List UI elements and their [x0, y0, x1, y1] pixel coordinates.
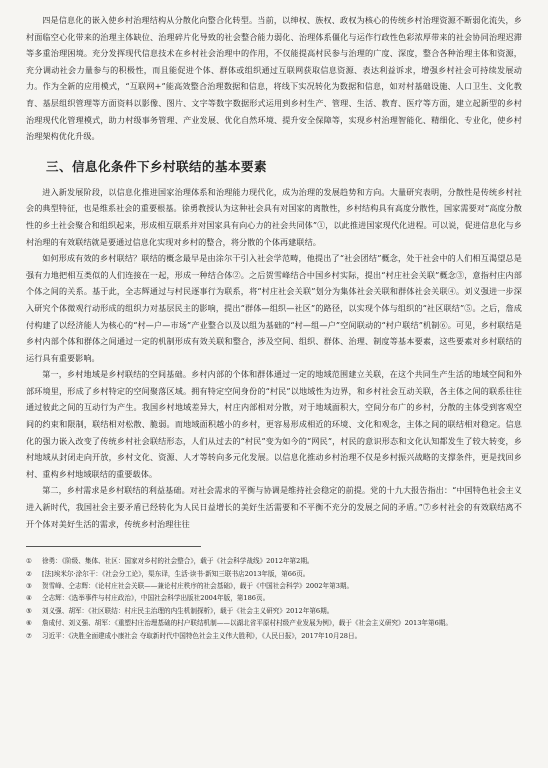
paragraph-informatization-4: 四是信息化的嵌入使乡村治理结构从分散化向整合化转型。当前，以绅权、族权、政权为核心的传统乡村治理资源不断弱化流失，乡村面临空心化带来的治理主体缺位、治理碎片化导致的社会整合能力弱化、治理体系僵化与运作行政性色彩浓厚带来的社会协同治理迟滞等多重治理困境。充分发挥现代信息技术在乡村社会治理中的作用，不仅能提高村民参与治理的广度、深度，整合各种治理主体和资源，充分调动社会力量参与的积极性，而且能促进个体、群体或组织通过互联网获取信息资源、表达利益诉求，增强乡村社会可持续发展动力。作为全新的应用模式，“互联网+”能高效整合治理数据和信息，将线下实况转化为数据和信息，如对村基础设施、人口卫生、文化教育、基层组织管理等方面资料以影像、图片、文字等数字数据形式运用到乡村生产、管理、生活、教育、医疗等方面，建立起新型的乡村治理现代化管理模式，助力村级事务管理、产业发展、优化自然环境、提升安全保障等，实现乡村治理智能化、精细化、专业化，使乡村治理架构优化升级。 — [26, 15, 522, 142]
footnote: ① 徐勇：《阶级、集体、社区：国家对乡村的社会整合》，载于《社会科学战线》2012年第2期。 — [26, 557, 314, 566]
body-main — [26, 184, 522, 532]
paragraph-second-demand: 第二，乡村需求是乡村联结的利益基础。对社会需求的平衡与协调是维持社会稳定的前提。党的十九大报告指出：“中国特色社会主义进入新时代，我国社会主要矛盾已经转化为人民日益增长的美好生活需要和不平衡不充分的发展之间的矛盾。”⑦乡村社会的有效联结离不开个体对美好生活的需求，传统乡村治理往往 — [26, 485, 522, 529]
paragraph-linkage-concept: 如何形成有效的乡村联结？联结的概念最早是由涂尔干引入社会学范畴，他提出了“社会团结”概念，处于社会中的人们相互渴望总是强有力地把相互类似的人们连接在一起，形成一种结合体②。之后贺雪峰结合中国乡村实际，提出“村庄社会关联”概念③，意指村庄内部个体之间的关系。基于此，全志辉通过与村民逐事行为联系，将“村庄社会关联”划分为集体社会关联和群体社会关联④。刘义强进一步深入研究个体微观行动形成的组织力对基层民主的影响，提出“群体—组织—社区”的路径，以实现个体与组织的“社区联结”⑤。之后，詹成付构建了以经济能人为核心的“村—户—市场”产业整合以及以组为基础的“村—组—户”空间联动的“村户联结”机制⑥。可见，乡村联结是乡村内部个体和群体之间通过一定的机制形成有效关联和整合，涉及空间、组织、群体、治理、制度等基本要素，这些要素对乡村联结的运行具有重要影响。 — [26, 253, 522, 363]
section-heading: 三、信息化条件下乡村联结的基本要素 — [46, 158, 268, 174]
body-top — [26, 12, 522, 145]
footnote: ⑤ 刘义强、胡军：《社区联结：村庄民主治理的内生机制探析》，载于《社会主义研究》2012年第6期。 — [26, 606, 334, 615]
footnote: ⑥ 詹成付、刘义强、胡军：《重塑村庄治理基础的村户联结机制——以湖北省平原村村级产业发展为例》，载于《社会主义研究》2013年第6期。 — [26, 619, 452, 628]
footnote: ④ 仝志辉：《选举事件与村庄政治》，中国社会科学出版社2004年版，第186页。 — [26, 594, 270, 603]
paragraph-first-space: 第一，乡村地域是乡村联结的空间基础。乡村内部的个体和群体通过一定的地域范围建立关联，在这个共同生产生活的地域空间和外部环境里，形成了乡村特定的空间聚落区域。拥有特定空间身份的“村民”以地域性为边界，和乡村社会互动关联，各主体之间的联系往往通过彼此之间的互动行为产生。我国乡村地域差异大，村庄内部相对分散，对于地域面积大，空间分布广的乡村，分散的主体受到客观空间的约束和限制，联结相对松散、脆弱。而地域面积越小的乡村，更容易形成相近的环境、文化和观念，主体之间的联结相对稳定。信息化的强力嵌入改变了传统乡村社会联结形态，人们从过去的“村民”变为如今的“网民”，村民的意识形态和文化认知都发生了较大转变，乡村地域从封闭走向开放，乡村文化、资源、人才等转向多元化发展。以信息化推动乡村治理不仅是乡村振兴战略的支撑条件，更是找回乡村、重构乡村地域联结的重要载体。 — [26, 369, 522, 479]
footnotes — [26, 555, 522, 642]
footnote: ② [法]埃米尔·涂尔干：《社会分工论》，渠东译，生活·读书·新知三联书店2013年版，第66页。 — [26, 569, 310, 578]
paragraph-intro: 进入新发展阶段，以信息化推进国家治理体系和治理能力现代化，成为治理的发展趋势和方向。大量研究表明，分散性是传统乡村社会的典型特征，也是维系社会的重要根基。徐勇教授认为这种社会具有对国家的离散性，乡村结构具有高度分散性，国家需要对“高度分散性的乡土社会聚合和组织起来，形成相互联系并对国家具有向心力的社会共同体”①，以此推进国家现代化进程。可以说，促进信息化与乡村治理的有效联结就是要通过信息化实现对乡村的整合，将分散的个体再建联结。 — [26, 186, 522, 247]
footnote: ⑦ 习近平：《决胜全面建成小康社会 夺取新时代中国特色社会主义伟大胜利》，《人民日报》，2017年10月28日。 — [26, 631, 362, 640]
footnote-separator — [26, 546, 201, 547]
footnote: ③ 贺雪峰、仝志辉：《论村庄社会关联——兼论村庄秩序的社会基础》，载于《中国社会科学》2002年第3期。 — [26, 582, 354, 591]
